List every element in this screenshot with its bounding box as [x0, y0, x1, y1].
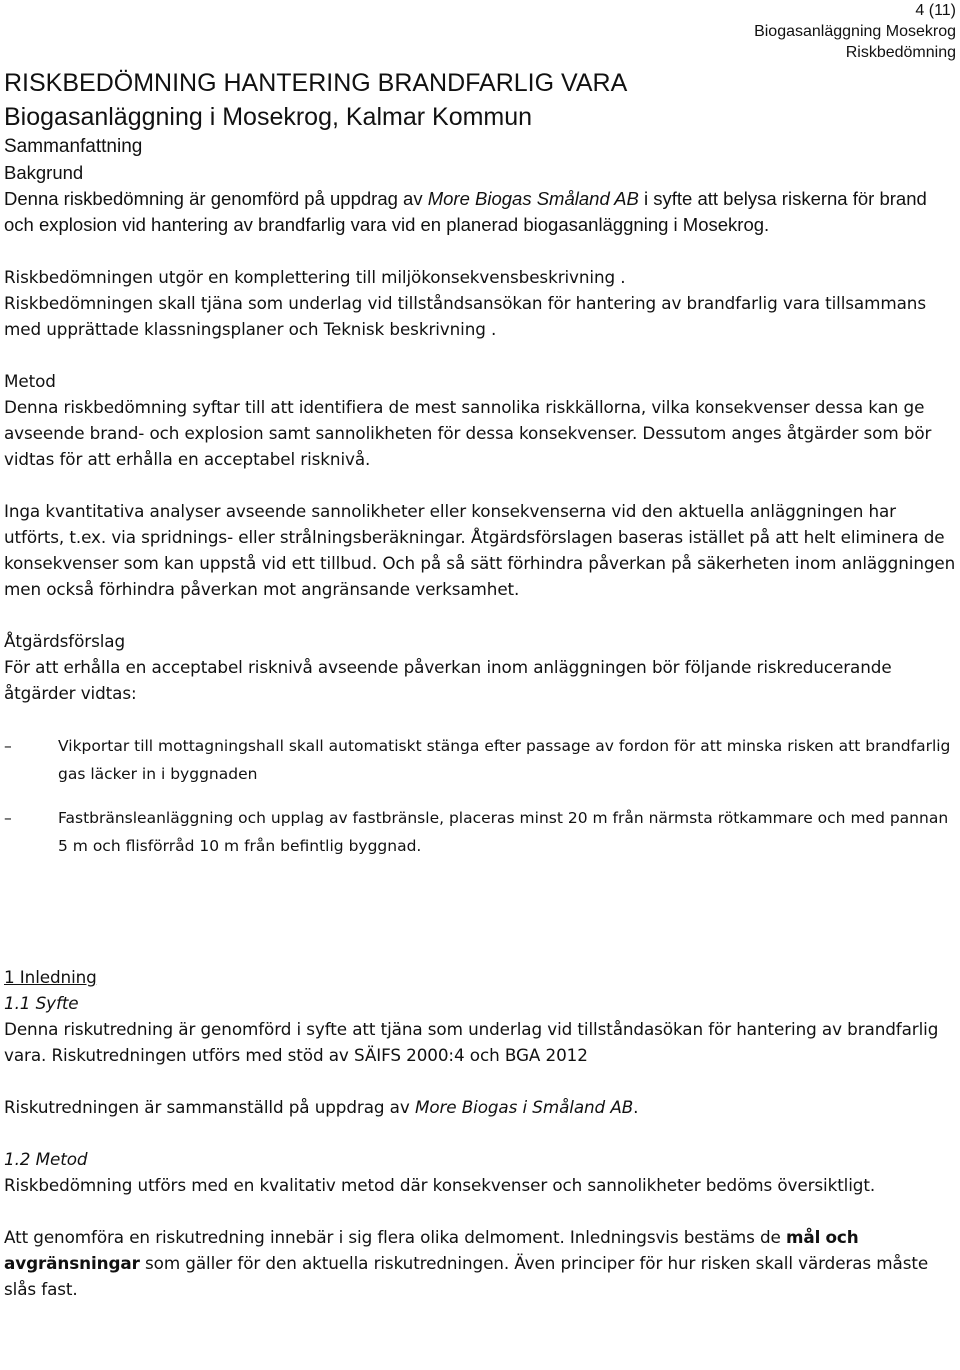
syfte-paragraph-2: Riskutredningen är sammanställd på uppdrag av More Biogas i Småland AB.	[4, 1097, 639, 1117]
page-number: 4 (11)	[915, 2, 956, 19]
page-header	[754, 0, 956, 63]
metod-paragraph-1: Denna riskbedömning syftar till att identifiera de mest sannolika riskkällorna, vilka konsekvenser dessa kan ge avseende brand- och explosion samt sannolikheten för dessa konsekvenser. Dessutom anges åtgärder som bör vidtas för att erhålla en acceptabel risknivå.	[4, 397, 932, 469]
client-name: More Biogas i Småland AB	[414, 1097, 634, 1117]
bakgrund-paragraph-2: Riskbedömningen utgör en komplettering till miljökonsekvensbeskrivning .	[4, 267, 626, 287]
list-item: – Fastbränsleanläggning och upplag av fastbränsle, placeras minst 20 m från närmsta rötkammare och med pannan 5 m och flisförråd 10 m från befintlig byggnad.	[4, 804, 956, 860]
bullet-dash: –	[4, 737, 12, 755]
header-doc-type: Riskbedömning	[845, 44, 956, 61]
metod-1-2-paragraph-2: Att genomföra en riskutredning innebär i sig flera olika delmoment. Inledningsvis bestäms de mål och avgränsningar som gäller för den aktuella riskutredningen. Även principer för hur risken skall värderas måste slås fast.	[4, 1227, 929, 1299]
subheading-metod-1-2: 1.2 Metod	[4, 1149, 88, 1169]
list-item: – Vikportar till mottagningshall skall automatiskt stänga efter passage av fordon för att minska risken att brandfarlig gas läcker in i byggnaden	[4, 732, 956, 788]
document-body	[4, 66, 956, 1302]
section-heading-inledning: 1 Inledning	[4, 967, 97, 987]
metod-paragraph-2: Inga kvantitativa analyser avseende sannolikheter eller konsekvenserna vid den aktuella anläggningen har utförts, t.ex. via spridnings- eller strålningsberäkningar. Åtgärdsförslagen baseras istället på att helt eliminera de konsekvenser som kan uppstå vid ett tillbud. Och på så sätt förhindra påverkan på säkerheten inom anläggningen men också förhindra påverkan mot angränsande verksamhet.	[4, 501, 956, 599]
subheading-syfte: 1.1 Syfte	[4, 993, 79, 1013]
section-heading-sammanfattning: Sammanfattning	[4, 136, 143, 157]
metod-1-2-paragraph-1: Riskbedömning utförs med en kvalitativ metod där konsekvenser och sannolikheter bedöms översiktligt.	[4, 1175, 876, 1195]
bullet-dash: –	[4, 809, 12, 827]
atgardsforslag-intro: För att erhålla en acceptabel risknivå avseende påverkan inom anläggningen bör följande riskreducerande åtgärder vidtas:	[4, 657, 892, 703]
document-subtitle: Biogasanläggning i Mosekrog, Kalmar Kommun	[4, 103, 533, 131]
subheading-metod: Metod	[4, 371, 56, 391]
syfte-paragraph-1: Denna riskutredning är genomförd i syfte att tjäna som underlag vid tillståndasökan för hantering av brandfarlig vara. Riskutredningen utförs med stöd av SÄIFS 2000:4 och BGA 2012	[4, 1019, 939, 1065]
document-title: RISKBEDÖMNING HANTERING BRANDFARLIG VARA	[4, 69, 628, 97]
header-doc-name: Biogasanläggning Mosekrog	[754, 23, 956, 40]
client-name: More Biogas Småland AB	[427, 188, 639, 209]
bakgrund-paragraph-3: Riskbedömningen skall tjäna som underlag vid tillståndsansökan för hantering av brandfarlig vara tillsammans med upprättade klassningsplaner och Teknisk beskrivning .	[4, 293, 926, 339]
subheading-atgardsforslag: Åtgärdsförslag	[4, 631, 126, 651]
subheading-bakgrund: Bakgrund	[4, 162, 84, 183]
bakgrund-paragraph-1: Denna riskbedömning är genomförd på uppdrag av More Biogas Småland AB i syfte att belysa riskerna för brand och explosion vid hantering av brandfarlig vara vid en planerad biogasanläggning i Mosekrog.	[4, 188, 927, 235]
